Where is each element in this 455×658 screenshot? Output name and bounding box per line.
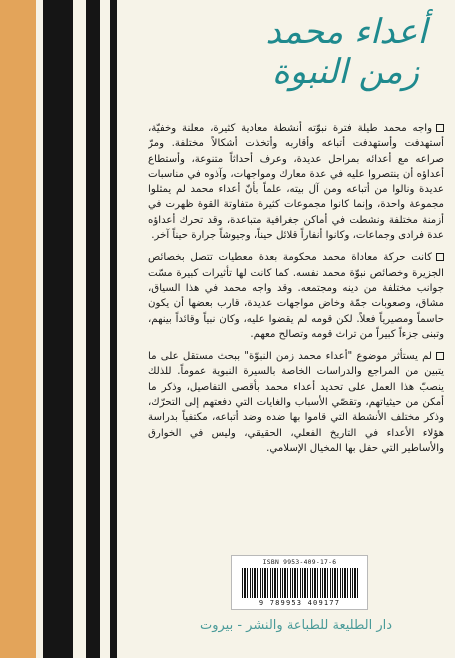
stripe-gap bbox=[73, 0, 86, 658]
bullet-box-icon bbox=[436, 352, 444, 360]
blurb-text bbox=[148, 121, 444, 486]
stripe-gap bbox=[36, 0, 43, 658]
book-title bbox=[185, 8, 447, 98]
bullet-box-icon bbox=[436, 253, 444, 261]
blurb-paragraph-2 bbox=[148, 250, 444, 342]
barcode-bars bbox=[242, 568, 359, 598]
black-stripe-wide bbox=[43, 0, 73, 658]
blurb-paragraph-1 bbox=[148, 121, 444, 243]
isbn-label: ISBN 9953-409-17-6 bbox=[262, 559, 337, 566]
orange-stripe bbox=[0, 0, 36, 658]
stripe-gap bbox=[100, 0, 110, 658]
title-line-1: أعداء محمد bbox=[265, 12, 427, 52]
title-line-2: زمن النبوة bbox=[271, 52, 419, 92]
black-stripe-thin bbox=[110, 0, 117, 658]
publisher-name: دار الطليعة للطباعة والنشر - بيروت bbox=[199, 618, 393, 633]
paragraph-text: كانت حركة معاداة محمد محكومة بعدة معطيات تتصل بخصائص الجزيرة وخصائص نبوّة محمد نفسه. كما كانت لها تأثيرات كبيرة مسّت جوانب مختلفة من دينه ومجتمعه. وقد واجه محمد في هذا السياق، مشاق، وصعوبات جمّة وخاض مواجهات عديدة، قارب بعضها أن يكون حاسماً ومصيرياً فعلاً. لكن قومه لم يقضوا عليه، وكان نبياً وقائداً بينهم، وتبنى جزءاً كبيراً من تراث قومه وتصالح معهم. bbox=[148, 252, 444, 340]
blurb-paragraph-3 bbox=[148, 349, 444, 456]
black-stripe-medium bbox=[86, 0, 100, 658]
paragraph-text: لم يستأثر موضوع "أعداء محمد زمن النبوّة" ببحث مستقل على ما يتبين من المراجع والدراسات الخاصة بالسيرة النبوية عموماً. للذلك ينصبّ هذا العمل على تحديد أعداء محمد بأقصى التفاصيل، وذكر ما أمكن من حيثياتهم، وتقصّي الأسباب والغايات التي دفعتهم إلى التحرّك، وذكر مختلف الأنشطة التي قاموا بها ضده وضد أتباعه، مكتفياً بدراسة هؤلاء الأعداء في التاريخ الفعلي، الحقيقي، وليس في الخوارق والأساطير التي حفل بها المخيال الإسلامي. bbox=[148, 351, 444, 454]
paragraph-text: واجه محمد طيلة فترة نبوّته أنشطة معادية كثيرة، معلنة وخفيّة، أستهدفت وأستهدفت أتباعه وأقاربه وأتخذت أشكالاً مختلفة. ومرّ صراعه مع أعدائه بمراحل عديدة، وعرف أحداثاً متنوعة، وأستطاع أعداؤه أن ينتصروا عليه في عدة معارك ومواجهات، وآذوه في مناسبات عديدة ونالوا من أتباعه ومن آل بيته، علماً بأنّ أعداء محمد لم يمثلوا مجموعة واحدة، وإنما كانوا مجموعات كثيرة متفاوتة القوة ظهرت في أزمنة مختلفة ونشطت في أماكن جغرافية متباعدة، وقد تحرك أعداؤه عدة فرادى وجماعات، وكانوا أنفاراً قلائل حيناً، وجيوشاً جرارة حيناً آخر. bbox=[148, 123, 444, 242]
decorative-stripes bbox=[0, 0, 140, 658]
barcode-number: 9 789953 409177 bbox=[258, 599, 341, 607]
isbn-barcode bbox=[231, 555, 368, 610]
bullet-box-icon bbox=[436, 124, 444, 132]
